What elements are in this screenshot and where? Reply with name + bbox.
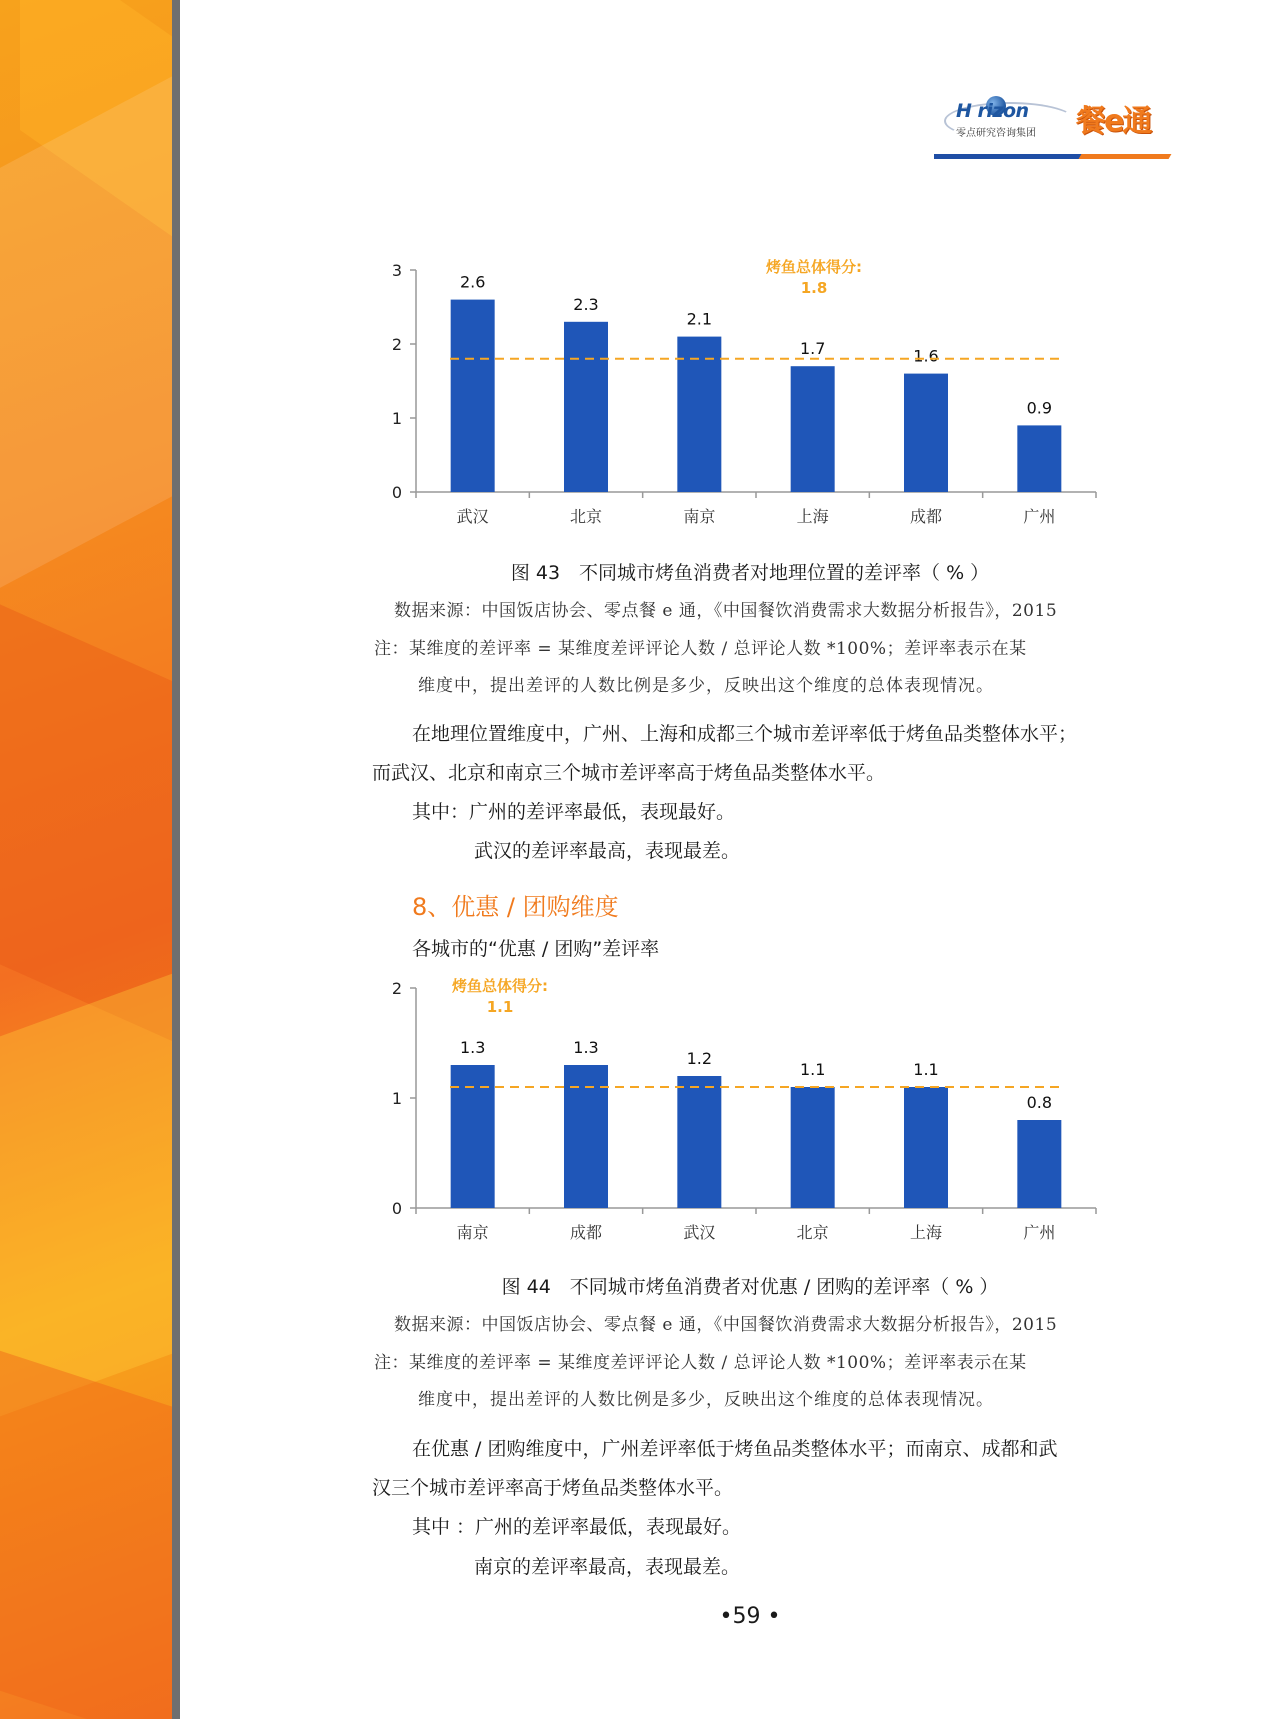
x-tick-label: 北京: [796, 1223, 829, 1242]
x-tick-label: 南京: [456, 1223, 489, 1242]
reference-label: 烤鱼总体得分:: [452, 978, 548, 995]
y-tick-label: 0: [391, 1199, 402, 1218]
paragraph-2-line-2: 汉三个城市差评率高于烤鱼品类整体水平。: [372, 1477, 734, 1499]
bar: [791, 1087, 835, 1208]
data-label: 1.1: [799, 1060, 826, 1079]
data-label: 1.3: [573, 1038, 599, 1057]
bar: [1017, 425, 1061, 492]
y-tick-label: 2: [391, 335, 402, 354]
figure-43-caption: 图 43 不同城市烤鱼消费者对地理位置的差评率（ % ）: [510, 562, 990, 584]
reference-value: 1.8: [800, 279, 828, 297]
x-tick-label: 南京: [683, 507, 716, 526]
x-tick-label: 上海: [796, 507, 829, 526]
chart-43: [366, 250, 1106, 540]
decor-facet: [0, 1335, 172, 1719]
y-tick-label: 1: [391, 409, 402, 428]
chart-44-subtitle: 各城市的“优惠 / 团购”差评率: [412, 938, 660, 960]
y-tick-label: 0: [391, 483, 402, 502]
data-label: 1.3: [459, 1038, 486, 1057]
x-tick-label: 广州: [1023, 1223, 1056, 1242]
figure-44-note-cont: 维度中，提出差评的人数比例是多少，反映出这个维度的总体表现情况。: [418, 1390, 994, 1410]
left-decorative-band: [0, 0, 172, 1719]
horizon-wordmark: H rizon: [956, 100, 1029, 122]
chart-44-svg: [366, 978, 1106, 1258]
paragraph-1-line-1: 在地理位置维度中，广州、上海和成都三个城市差评率低于烤鱼品类整体水平；: [412, 723, 1078, 745]
x-tick-label: 成都: [569, 1223, 603, 1242]
bar: [904, 1087, 948, 1208]
bar: [677, 337, 721, 492]
paragraph-1-line-2: 而武汉、北京和南京三个城市差评率高于烤鱼品类整体水平。: [372, 762, 886, 784]
x-tick-label: 广州: [1023, 507, 1056, 526]
y-tick-label: 1: [391, 1089, 402, 1108]
figure-44-source: 数据来源：中国饭店协会、零点餐 e 通，《中国餐饮消费需求大数据分析报告》，2015: [394, 1315, 1058, 1335]
paragraph-2-line-3: 其中 ：广州的差评率最低，表现最好。: [412, 1516, 742, 1538]
bar: [451, 300, 495, 492]
figure-44-caption: 图 44 不同城市烤鱼消费者对优惠 / 团购的差评率（ % ）: [501, 1276, 999, 1298]
y-tick-label: 2: [391, 979, 402, 998]
horizon-subtitle: 零点研究咨询集团: [956, 128, 1036, 139]
paragraph-1-line-3: 其中：广州的差评率最低，表现最好。: [412, 801, 736, 823]
paragraph-1-line-4: 武汉的差评率最高，表现最差。: [474, 840, 741, 862]
section-heading: 8、优惠 / 团购维度: [412, 893, 619, 921]
reference-label: 烤鱼总体得分:: [766, 258, 862, 276]
data-label: 1.1: [913, 1060, 939, 1079]
figure-43-note-cont: 维度中，提出差评的人数比例是多少，反映出这个维度的总体表现情况。: [418, 676, 994, 696]
y-tick-label: 3: [391, 261, 402, 280]
x-tick-label: 成都: [909, 507, 943, 526]
chart-44: [366, 978, 1106, 1258]
x-tick-label: 北京: [569, 507, 603, 526]
x-tick-label: 武汉: [456, 507, 489, 526]
bar: [791, 366, 835, 492]
header-rule-orange: [1079, 154, 1172, 159]
bar: [904, 374, 948, 492]
data-label: 2.1: [686, 309, 713, 329]
data-label: 1.2: [686, 1049, 713, 1068]
x-tick-label: 上海: [909, 1223, 943, 1242]
decor-facet: [0, 953, 172, 1428]
bar: [1017, 1120, 1061, 1208]
figure-43-note: 注：某维度的差评率 = 某维度差评评论人数 / 总评论人数 *100%；差评率表示在某: [374, 639, 1027, 659]
bar: [677, 1076, 721, 1208]
data-label: 2.3: [573, 294, 599, 314]
page-number: •59 •: [719, 1604, 781, 1629]
canying-logo: 餐e通: [1076, 104, 1151, 139]
data-label: 0.8: [1026, 1093, 1053, 1112]
gray-stripe: [172, 0, 180, 1719]
data-label: 1.6: [913, 346, 939, 366]
bar: [564, 322, 608, 492]
figure-43-source: 数据来源：中国饭店协会、零点餐 e 通，《中国餐饮消费需求大数据分析报告》，2015: [394, 601, 1058, 621]
reference-value: 1.1: [486, 998, 514, 1016]
figure-44-note: 注：某维度的差评率 = 某维度差评评论人数 / 总评论人数 *100%；差评率表示在某: [374, 1353, 1027, 1373]
x-tick-label: 武汉: [683, 1223, 716, 1242]
chart-43-svg: [366, 250, 1106, 540]
data-label: 2.6: [459, 272, 486, 292]
paragraph-2-line-4: 南京的差评率最高，表现最差。: [474, 1556, 741, 1578]
paragraph-2-line-1: 在优惠 / 团购维度中，广州差评率低于烤鱼品类整体水平；而南京、成都和武: [412, 1438, 1058, 1460]
data-label: 1.7: [799, 339, 826, 359]
data-label: 0.9: [1026, 398, 1053, 418]
